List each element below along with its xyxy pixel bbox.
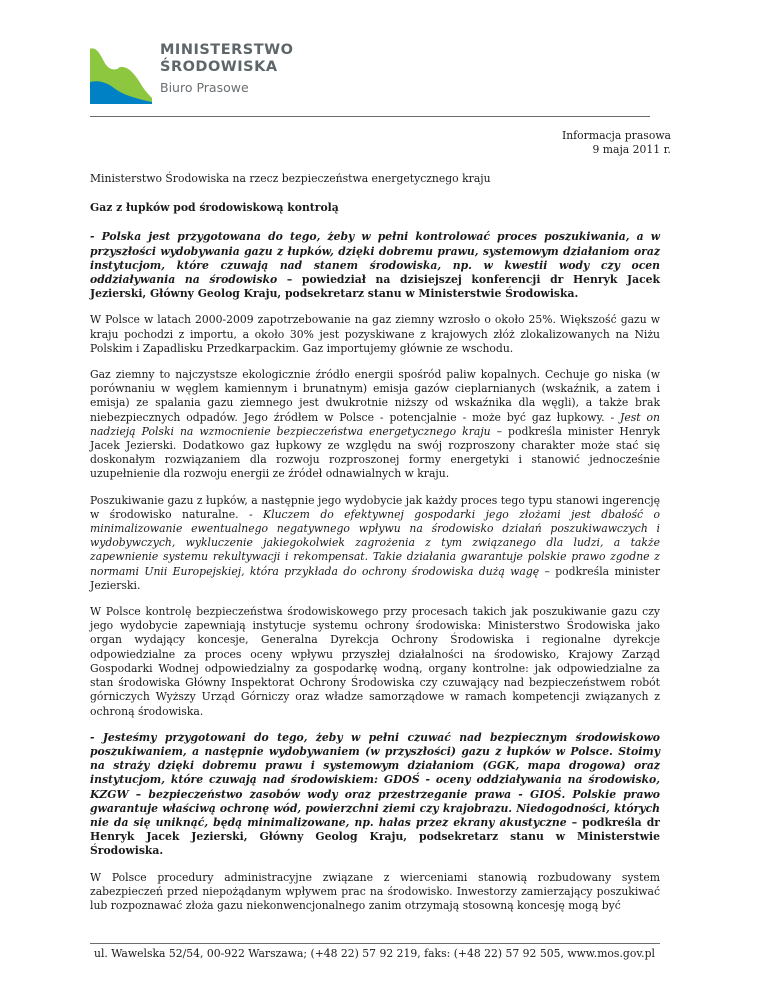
p3-text-a: Gaz ziemny to najczystsze ekologicznie źródło energii spośród paliw kopalnych. Cechuje go niska (w porównaniu w węglem kamiennym i brunatnym) emisja gazów cieplarnianych (wskaźnik, a zatem i emisja) ze spalania gazu ziemnego jest dwukrotnie niższy od wskaźnika dla węgli), a także brak niebezpiecznych odpadów. Jego źródłem w Polsce - potencjalnie - może być gaz łupkowy. - <box>90 368 660 424</box>
footer-divider <box>90 943 660 944</box>
press-date: 9 maja 2011 r. <box>592 143 671 156</box>
doc-subtitle: Ministerstwo Środowiska na rzecz bezpieczeństwa energetycznego kraju <box>90 172 491 185</box>
paragraph-1 <box>90 230 660 301</box>
mountain-logo-icon <box>88 42 154 106</box>
p4-text-b: – podkreśla minister Jezierski. <box>90 564 660 592</box>
quote-1: - Polska jest przygotowana do tego, żeby w pełni kontrolować proces poszukiwania, a w przyszłości wydobywania gazu z łupków, dzięki dobremu prawu, systemowym działaniom oraz instytucjom, które czuwają nad stanem środowiska, np. w kwestii wody czy ocen oddziaływania na środowisko <box>90 230 660 287</box>
logo-line-3: Biuro Prasowe <box>160 80 249 95</box>
attribution-1: – powiedział na dzisiejszej konferencji dr Henryk Jacek Jezierski, Główny Geolog Kraju, podsekretarz stanu w Ministerstwie Środowiska. <box>90 273 660 301</box>
logo-line-1: MINISTERSTWO <box>160 42 294 58</box>
paragraph-4 <box>90 494 660 593</box>
paragraph-7: W Polsce procedury administracyjne związane z wierceniami stanowią rozbudowany system zabezpieczeń przed niepożądanym wpływem prac na środowisko. Inwestorzy zamierzający poszukiwać lub rozpoznawać złoża gazu niekonwencjonalnego zanim otrzymają stosowną koncesję mogą być <box>90 870 660 912</box>
paragraph-3 <box>90 368 660 482</box>
paragraph-5: W Polsce kontrolę bezpieczeństwa środowiskowego przy procesach takich jak poszukiwanie gazu czy jego wydobycie zapewniają instytucje systemu ochrony środowiska: Ministerstwo Środowiska jako organ wydający koncesje, Generalna Dyrekcja Ochrony Środowiska i regionalne dyrekcje odpowiedzialne za proces oceny wpływu przyszłej działalności na środowisko, Krajowy Zarząd Gospodarki Wodnej odpowiedzialny za gospodarkę wodną, organy kontrolne: jak odpowiedzialne za stan środowiska Główny Inspektorat Ochrony Środowiska czy czuwający nad bezpieczeństwem robót górniczych Wyższy Urząd Górniczy oraz władze samorządowe w ramach kompetencji związanych z ochroną środowiska. <box>90 605 660 718</box>
p3-text-b: – podkreśla minister Henryk Jacek Jezierski. Dodatkowo gaz łupkowy ze względu na swój rozproszony charakter może stać się doskonałym rozwiązaniem dla rozwoju rozproszonej formy energetyki i stanowić jednocześnie uzupełnienie dla rozwoju energii ze źródeł odnawialnych w kraju. <box>90 424 660 481</box>
p4-quote: Kluczem do efektywnej gospodarki jego złożami jest dbałość o minimalizowanie ewentualnego negatywnego wpływu na środowisko działań poszukiwawczych i wydobywczych, wykluczenie jakiegokolwiek zagrożenia z tym związanego dla ludzi, a także zapewnienie systemu rekultywacji i rekompensat. Takie działania gwarantuje polskie prawo zgodne z normami Unii Europejskiej, która przykłada do ochrony środowiska dużą wagę <box>90 507 660 578</box>
quote-2: - Jesteśmy przygotowani do tego, żeby w pełni czuwać nad bezpiecznym środowiskowo poszukiwaniem, a następnie wydobywaniem (w przyszłości) gazu z łupków w Polsce. Stoimy na straży dzięki dobremu prawu i systemowym działaniom (GGK, mapa drogowa) oraz instytucjom, które czuwają nad środowiskiem: GDOŚ - oceny oddziaływania na środowisko, KZGW – bezpieczeństwo zasobów wody oraz przestrzeganie prawa - GIOŚ. Polskie prawo gwarantuje właściwą ochronę wód, powierzchni ziemi czy krajobrazu. Niedogodności, których nie da się uniknąć, będą minimalizowane, np. hałas przez ekrany akustyczne <box>90 730 660 829</box>
document-body <box>90 172 660 925</box>
ministry-logo <box>88 40 294 110</box>
p4-text-a: Poszukiwanie gazu z łupków, a następnie jego wydobycie jak każdy proces tego typu stanowi ingerencję w środowisko naturalne. - <box>90 493 660 521</box>
press-label: Informacja prasowa <box>561 129 671 142</box>
p3-quote: Jest on nadzieją Polski na wzmocnienie bezpieczeństwa energetycznego kraju <box>90 410 660 438</box>
attribution-2: – podkreśla dr Henryk Jacek Jezierski, Główny Geolog Kraju, podsekretarz stanu w Ministerstwie Środowiska. <box>90 815 660 858</box>
paragraph-6 <box>90 731 660 859</box>
press-meta <box>562 129 671 157</box>
footer-contact: ul. Wawelska 52/54, 00-922 Warszawa; (+48 22) 57 92 219, faks: (+48 22) 57 92 505, www.mos.gov.pl <box>94 947 655 960</box>
doc-title: Gaz z łupków pod środowiskową kontrolą <box>90 201 339 215</box>
header-divider <box>90 116 650 117</box>
logo-line-2: ŚRODOWISKA <box>160 59 278 75</box>
paragraph-2: W Polsce w latach 2000-2009 zapotrzebowanie na gaz ziemny wzrosło o około 25%. Większość gazu w kraju pochodzi z importu, a około 30% jest pozyskiwane z krajowych złóż zlokalizowanych na Niżu Polskim i Zapadlisku Przedkarpackim. Gaz importujemy głównie ze wschodu. <box>90 313 660 355</box>
